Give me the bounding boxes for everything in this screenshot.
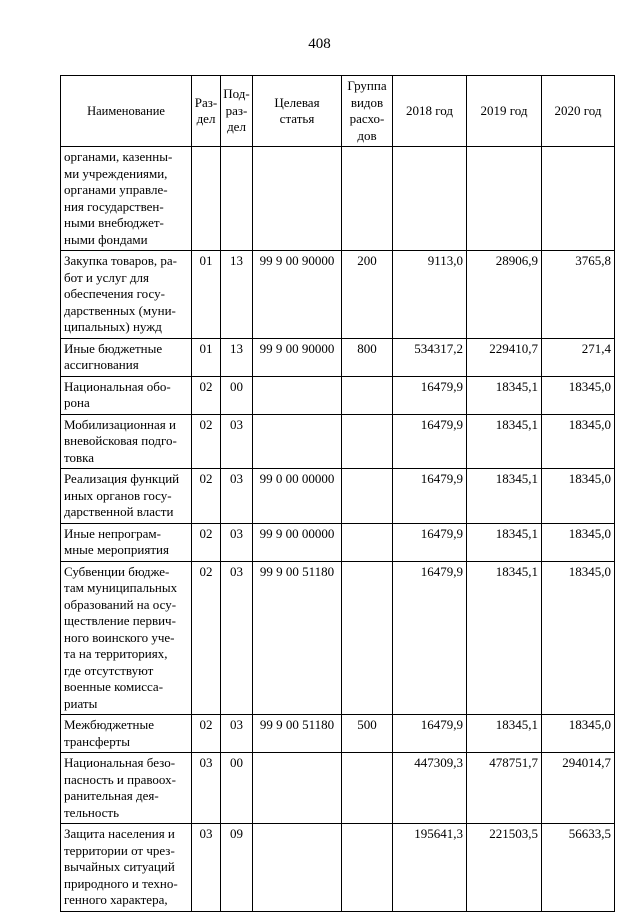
cell-2019 [467, 251, 542, 339]
header-name-label: Наименование [87, 103, 165, 118]
cell-2020 [542, 147, 615, 251]
cell-2019 [467, 753, 542, 824]
cell-name-text: Реализация функций иных органов госу- дарственной власти [64, 471, 180, 519]
cell-gruppa [342, 715, 393, 753]
cell-podrazdel [221, 523, 253, 561]
cell-2018 [393, 469, 467, 524]
cell-name [61, 753, 192, 824]
cell-gruppa [342, 753, 393, 824]
table-body [61, 147, 615, 912]
cell-name-text: Иные непрограм- мные мероприятия [64, 525, 169, 557]
cell-razdel [192, 561, 221, 715]
table-row [61, 251, 615, 339]
cell-name [61, 251, 192, 339]
cell-gruppa [342, 469, 393, 524]
cell-2018 [393, 523, 467, 561]
table-row [61, 338, 615, 376]
cell-name-text: Мобилизационная и вневойсковая подго- товка [64, 416, 177, 465]
cell-celevaya [253, 469, 342, 524]
cell-razdel [192, 753, 221, 824]
cell-celevaya [253, 338, 342, 376]
cell-2020 [542, 523, 615, 561]
table-row [61, 147, 615, 251]
cell-razdel-text: 02 [199, 717, 213, 732]
cell-2020 [542, 824, 615, 912]
header-2020 [542, 76, 615, 147]
cell-gruppa-text: 500 [357, 717, 377, 732]
cell-razdel [192, 715, 221, 753]
budget-table [60, 75, 615, 912]
header-2018 [393, 76, 467, 147]
cell-2019 [467, 561, 542, 715]
table-row [61, 469, 615, 524]
cell-celevaya [253, 147, 342, 251]
cell-2020 [542, 715, 615, 753]
cell-2020 [542, 753, 615, 824]
cell-2020-text: 3765,8 [575, 253, 611, 268]
table-row [61, 715, 615, 753]
cell-razdel-text: 03 [199, 755, 213, 770]
cell-name [61, 414, 192, 469]
cell-celevaya-text: 99 9 00 90000 [259, 340, 335, 356]
cell-razdel-text: 01 [199, 253, 213, 268]
cell-name-text: Субвенции бюдже- там муниципальных образований на осу- ществление первич- ного воинского уче- та на территориях, где отсутствуют военные комисса- риаты [64, 563, 178, 711]
cell-2019 [467, 376, 542, 414]
cell-razdel [192, 523, 221, 561]
header-razdel-label: Раз- дел [194, 94, 218, 126]
cell-name-text: Национальная обо- рона [64, 378, 171, 410]
cell-celevaya-text: 99 0 00 00000 [259, 471, 335, 486]
cell-podrazdel-text: 00 [230, 755, 243, 770]
cell-celevaya [253, 824, 342, 912]
cell-2020-text: 18345,0 [568, 471, 611, 486]
cell-gruppa [342, 561, 393, 715]
cell-2019 [467, 715, 542, 753]
cell-2020-text: 56633,5 [568, 826, 611, 841]
cell-2019 [467, 469, 542, 524]
cell-razdel-text: 02 [199, 416, 213, 432]
cell-celevaya [253, 715, 342, 753]
cell-name [61, 715, 192, 753]
cell-podrazdel-text: 03 [230, 525, 243, 541]
cell-name-text: Защита населения и территории от чрез- вычайных ситуаций природного и техно- генного характера, [64, 826, 178, 907]
cell-2019-text: 229410,7 [489, 340, 538, 356]
cell-gruppa [342, 824, 393, 912]
cell-podrazdel-text: 03 [230, 416, 243, 432]
table-row [61, 561, 615, 715]
cell-2020-text: 294014,7 [562, 755, 611, 770]
cell-podrazdel [221, 251, 253, 339]
cell-2019-text: 18345,1 [495, 717, 538, 732]
cell-celevaya-text: 99 9 00 51180 [259, 717, 335, 732]
cell-name [61, 338, 192, 376]
header-podrazdel-label: Под- раз- дел [223, 86, 250, 135]
header-2020-label: 2020 год [554, 102, 602, 118]
cell-name [61, 147, 192, 251]
cell-razdel-text: 02 [199, 471, 213, 486]
cell-podrazdel [221, 414, 253, 469]
header-celevaya-label: Целевая статья [274, 94, 320, 126]
cell-2018 [393, 753, 467, 824]
cell-podrazdel-text: 09 [230, 826, 243, 841]
cell-2018 [393, 824, 467, 912]
cell-celevaya-text: 99 9 00 00000 [259, 525, 335, 541]
header-2018-label: 2018 год [406, 102, 453, 118]
table-header-row [61, 76, 615, 147]
cell-podrazdel-text: 13 [230, 253, 243, 268]
cell-name-text: Закупка товаров, ра- бот и услуг для обеспечения госу- дарственных (муни- ципальных) нужд [64, 253, 177, 334]
table-row [61, 414, 615, 469]
header-razdel [192, 76, 221, 147]
cell-name-text: Иные бюджетные ассигнования [64, 340, 163, 372]
cell-razdel-text: 02 [199, 525, 213, 541]
cell-2018-text: 16479,9 [420, 525, 463, 541]
header-gruppa [342, 76, 393, 147]
cell-2018 [393, 251, 467, 339]
cell-razdel-text: 02 [199, 378, 213, 394]
cell-2020-text: 18345,0 [568, 717, 611, 732]
table-row [61, 376, 615, 414]
header-2019-label: 2019 год [480, 102, 528, 118]
cell-podrazdel [221, 338, 253, 376]
cell-celevaya [253, 414, 342, 469]
cell-name [61, 561, 192, 715]
cell-2019-text: 18345,1 [495, 563, 538, 579]
cell-2018-text: 16479,9 [420, 563, 463, 579]
cell-2018 [393, 338, 467, 376]
cell-razdel [192, 376, 221, 414]
cell-2018-text: 534317,2 [414, 340, 463, 356]
cell-2019-text: 18345,1 [495, 471, 538, 486]
cell-podrazdel [221, 715, 253, 753]
cell-2019-text: 18345,1 [495, 416, 538, 432]
cell-2018-text: 16479,9 [420, 378, 463, 394]
header-2019 [467, 76, 542, 147]
cell-2019-text: 221503,5 [489, 826, 538, 841]
cell-2019 [467, 414, 542, 469]
cell-celevaya [253, 376, 342, 414]
cell-name-text: Межбюджетные трансферты [64, 717, 154, 749]
header-celevaya [253, 76, 342, 147]
cell-2019-text: 18345,1 [495, 525, 538, 541]
cell-celevaya-text: 99 9 00 51180 [259, 563, 335, 579]
cell-podrazdel-text: 13 [230, 340, 243, 356]
cell-2018-text: 16479,9 [420, 717, 463, 732]
header-gruppa-label: Группа видов расхо- дов [347, 78, 387, 143]
cell-2018 [393, 715, 467, 753]
cell-2018-text: 9113,0 [427, 253, 463, 268]
cell-name [61, 523, 192, 561]
cell-celevaya [253, 561, 342, 715]
cell-2020 [542, 469, 615, 524]
cell-podrazdel-text: 03 [230, 717, 243, 732]
table-row [61, 824, 615, 912]
cell-podrazdel [221, 147, 253, 251]
cell-2018 [393, 147, 467, 251]
cell-podrazdel [221, 376, 253, 414]
table-row [61, 523, 615, 561]
cell-2020-text: 271,4 [581, 340, 611, 356]
cell-2020-text: 18345,0 [568, 416, 611, 432]
cell-name [61, 376, 192, 414]
cell-celevaya [253, 753, 342, 824]
cell-razdel [192, 414, 221, 469]
cell-razdel [192, 338, 221, 376]
cell-2020 [542, 251, 615, 339]
cell-podrazdel-text: 03 [230, 471, 243, 486]
cell-2019-text: 18345,1 [495, 378, 538, 394]
table-row [61, 753, 615, 824]
header-name [61, 76, 192, 147]
cell-razdel-text: 03 [199, 826, 213, 841]
cell-2018 [393, 376, 467, 414]
cell-gruppa-text: 800 [357, 340, 377, 356]
cell-2019 [467, 147, 542, 251]
cell-2018-text: 447309,3 [414, 755, 463, 770]
cell-2018-text: 195641,3 [414, 826, 463, 841]
cell-gruppa [342, 251, 393, 339]
cell-podrazdel [221, 469, 253, 524]
cell-2020-text: 18345,0 [568, 378, 611, 394]
cell-podrazdel [221, 561, 253, 715]
cell-razdel [192, 251, 221, 339]
cell-gruppa [342, 523, 393, 561]
cell-gruppa [342, 376, 393, 414]
cell-razdel-text: 02 [199, 563, 213, 579]
cell-podrazdel [221, 824, 253, 912]
cell-podrazdel-text: 00 [230, 378, 243, 394]
cell-name [61, 824, 192, 912]
cell-name-text: Национальная безо- пасность и правоох- ранительная дея- тельность [64, 755, 176, 820]
cell-2019 [467, 338, 542, 376]
cell-2020 [542, 414, 615, 469]
cell-2018 [393, 414, 467, 469]
cell-2019 [467, 523, 542, 561]
cell-razdel-text: 01 [199, 340, 213, 356]
cell-gruppa [342, 147, 393, 251]
cell-razdel [192, 147, 221, 251]
cell-name-text: органами, казенны- ми учреждениями, органами управле- ния государствен- ными внебюджет- ными фондами [64, 149, 173, 247]
cell-podrazdel [221, 753, 253, 824]
header-podrazdel [221, 76, 253, 147]
cell-name [61, 469, 192, 524]
page-number: 408 [308, 36, 331, 52]
cell-razdel [192, 824, 221, 912]
cell-2020-text: 18345,0 [568, 525, 611, 541]
cell-2020 [542, 376, 615, 414]
cell-podrazdel-text: 03 [230, 563, 243, 579]
cell-2019-text: 28906,9 [495, 253, 538, 268]
cell-gruppa [342, 338, 393, 376]
cell-2018-text: 16479,9 [420, 471, 463, 486]
cell-gruppa [342, 414, 393, 469]
cell-2019-text: 478751,7 [489, 755, 538, 770]
cell-2020-text: 18345,0 [568, 563, 611, 579]
cell-2020 [542, 338, 615, 376]
cell-gruppa-text: 200 [357, 253, 377, 268]
cell-celevaya-text: 99 9 00 90000 [259, 253, 335, 268]
cell-2018 [393, 561, 467, 715]
cell-razdel [192, 469, 221, 524]
cell-celevaya [253, 523, 342, 561]
cell-2019 [467, 824, 542, 912]
cell-2018-text: 16479,9 [420, 416, 463, 432]
cell-celevaya [253, 251, 342, 339]
cell-2020 [542, 561, 615, 715]
